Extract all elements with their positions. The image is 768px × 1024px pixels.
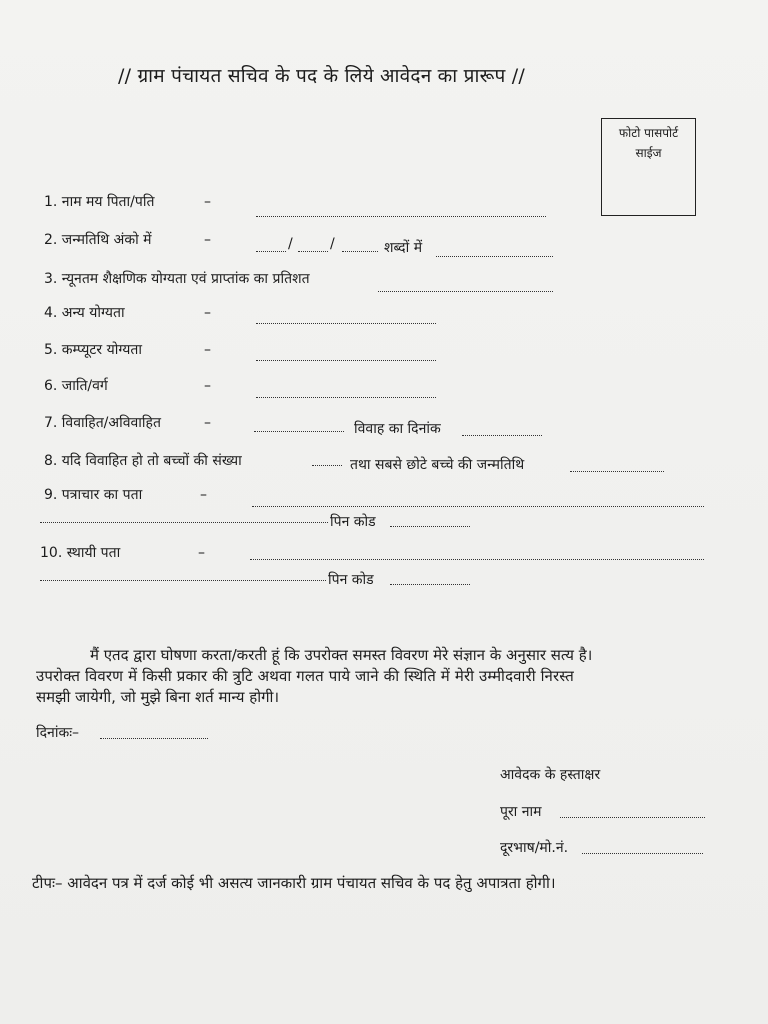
- note-text: टीपः– आवेदन पत्र में दर्ज कोई भी असत्य जानकारी ग्राम पंचायत सचिव के पद हेतु अपात्रता होगी।: [32, 874, 556, 892]
- field-5-label: 5. कम्प्यूटर योग्यता: [44, 342, 142, 358]
- field-10-blank-line2[interactable]: [40, 580, 326, 581]
- field-5-blank[interactable]: [256, 360, 436, 361]
- field-7-date-blank[interactable]: [462, 435, 542, 436]
- full-name-label: पूरा नाम: [500, 804, 542, 820]
- applicant-signature-label: आवेदक के हस्ताक्षर: [500, 767, 601, 783]
- field-4-label: 4. अन्य योग्यता: [44, 305, 125, 321]
- full-name-blank[interactable]: [560, 817, 705, 818]
- field-7-blank[interactable]: [254, 431, 344, 432]
- field-8-label: 8. यदि विवाहित हो तो बच्चों की संख्या: [44, 453, 242, 469]
- field-9-blank-line2[interactable]: [40, 522, 328, 523]
- field-6-dash: –: [204, 378, 211, 394]
- phone-label: दूरभाष/मो.नं.: [500, 840, 569, 856]
- field-4-blank[interactable]: [256, 323, 436, 324]
- declaration-line-1: मैं एतद द्वारा घोषणा करता/करती हूं कि उपरोक्त समस्त विवरण मेरे संज्ञान के अनुसार सत्य है।: [90, 646, 593, 664]
- field-1-dash: –: [204, 194, 211, 210]
- field-3-blank[interactable]: [378, 291, 553, 292]
- field-10-blank-line1[interactable]: [250, 559, 704, 560]
- field-10-dash: –: [198, 545, 205, 561]
- field-2-label: 2. जन्मतिथि अंको में: [44, 232, 152, 248]
- field-7-date-label: विवाह का दिनांक: [354, 421, 441, 437]
- field-6-blank[interactable]: [256, 397, 436, 398]
- field-9-pin-blank[interactable]: [390, 526, 470, 527]
- field-1-label: 1. नाम मय पिता/पति: [44, 194, 155, 210]
- field-9-pin-label: पिन कोड: [330, 514, 376, 530]
- field-10-label: 10. स्थायी पता: [40, 545, 121, 561]
- field-1-blank[interactable]: [256, 216, 546, 217]
- field-2-month-blank[interactable]: [298, 251, 328, 252]
- photo-label-line2: साईज: [635, 146, 662, 160]
- field-7-label: 7. विवाहित/अविवाहित: [44, 415, 161, 431]
- field-2-sep2: /: [330, 236, 335, 252]
- field-8-dob-blank[interactable]: [570, 471, 664, 472]
- field-6-label: 6. जाति/वर्ग: [44, 378, 108, 394]
- phone-blank[interactable]: [582, 853, 703, 854]
- field-9-dash: –: [200, 487, 207, 503]
- field-2-dash: –: [204, 232, 211, 248]
- declaration-line-2: उपरोक्त विवरण में किसी प्रकार की त्रुटि अथवा गलत पाये जाने की स्थिति में मेरी उम्मीदवारी निरस्त: [36, 667, 574, 685]
- field-2-words-label: शब्दों में: [384, 240, 423, 256]
- field-4-dash: –: [204, 305, 211, 321]
- field-2-sep1: /: [288, 236, 293, 252]
- field-3-label: 3. न्यूनतम शैक्षणिक योग्यता एवं प्राप्तांक का प्रतिशत: [44, 271, 310, 287]
- photo-label-line1: फोटो पासपोर्ट: [618, 126, 679, 140]
- field-7-dash: –: [204, 415, 211, 431]
- field-10-pin-label: पिन कोड: [328, 572, 374, 588]
- field-8-tail-label: तथा सबसे छोटे बच्चे की जन्मतिथि: [350, 457, 525, 473]
- field-10-pin-blank[interactable]: [390, 584, 470, 585]
- photo-placeholder-box: [601, 118, 696, 216]
- field-5-dash: –: [204, 342, 211, 358]
- field-2-year-blank[interactable]: [342, 251, 378, 252]
- date-label: दिनांकः–: [36, 725, 80, 741]
- field-9-blank-line1[interactable]: [252, 506, 704, 507]
- declaration-line-3: समझी जायेगी, जो मुझे बिना शर्त मान्य होगी।: [36, 688, 280, 706]
- field-8-count-blank[interactable]: [312, 465, 342, 466]
- field-2-day-blank[interactable]: [256, 251, 286, 252]
- field-2-words-blank[interactable]: [436, 256, 553, 257]
- form-title: // ग्राम पंचायत सचिव के पद के लिये आवेदन का प्रारूप //: [118, 65, 525, 87]
- date-blank[interactable]: [100, 738, 208, 739]
- field-9-label: 9. पत्राचार का पता: [44, 487, 143, 503]
